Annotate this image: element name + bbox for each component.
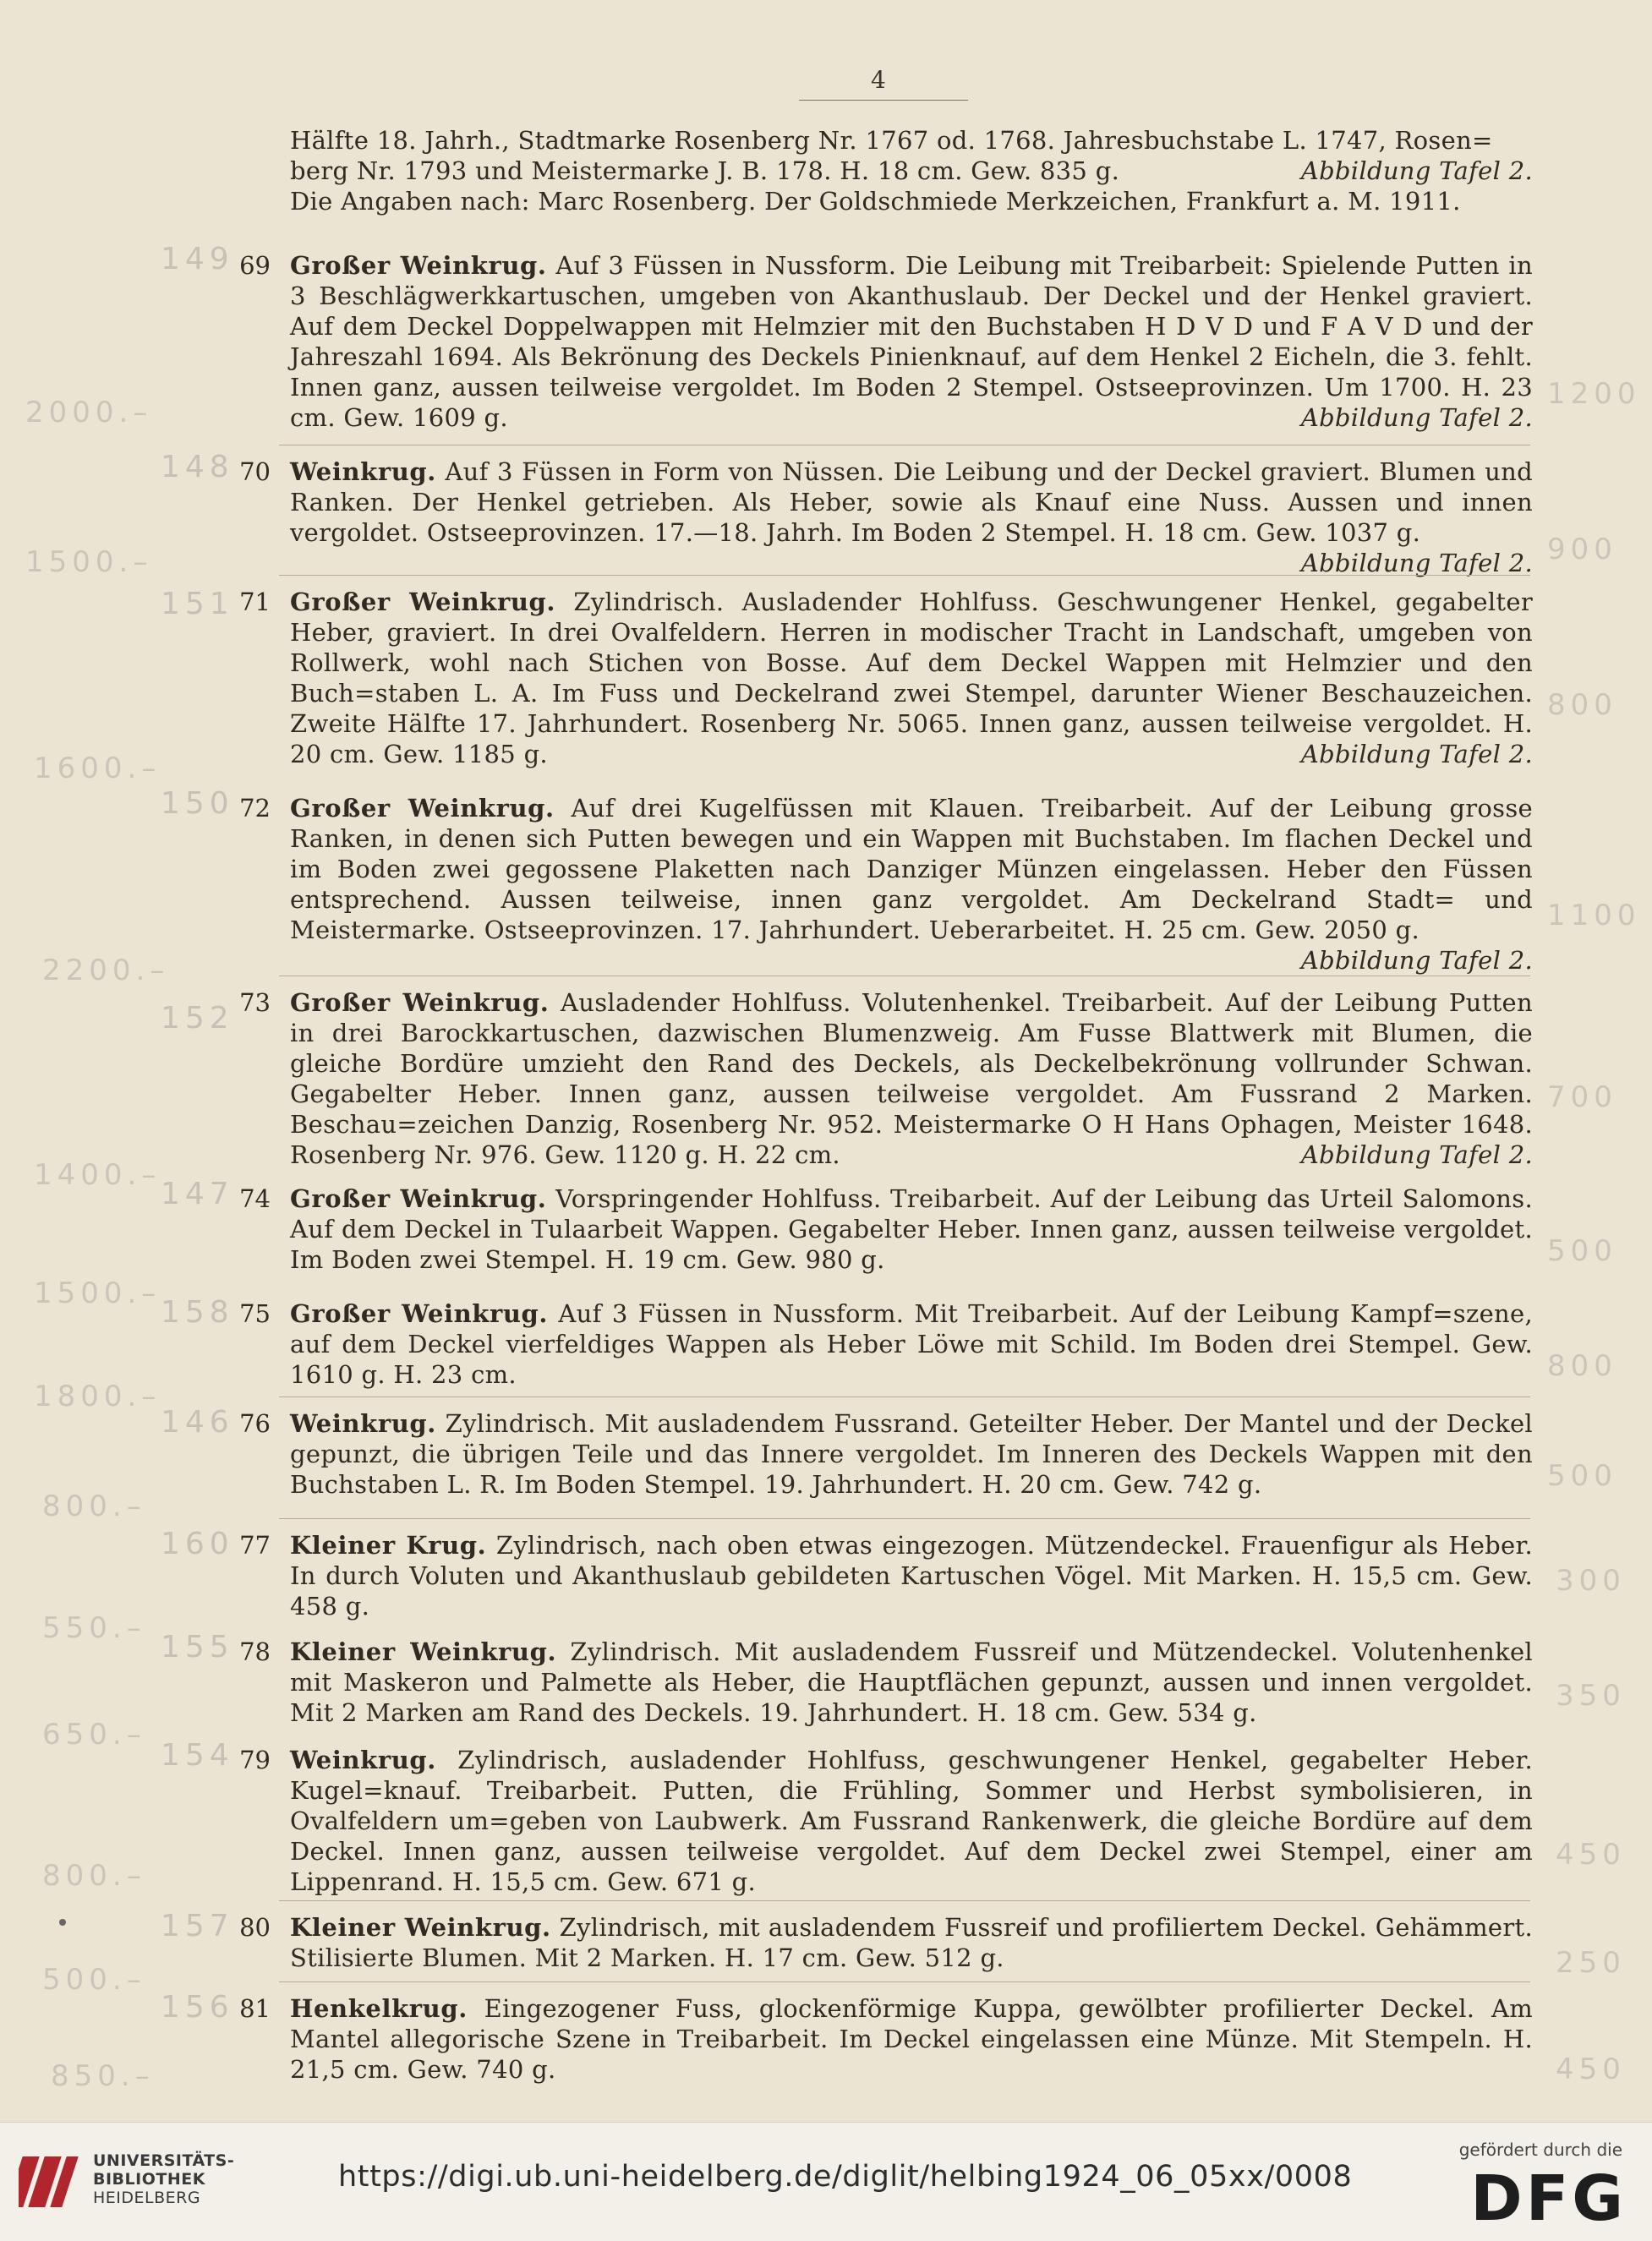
entry-text — [290, 587, 1533, 769]
handwritten-right-note: 1100 — [1547, 899, 1641, 932]
intro-line-3: Die Angaben nach: Marc Rosenberg. Der Goldschmiede Merkzeichen, Frankfurt a. M. 1911. — [290, 187, 1461, 216]
page-number: 4 — [871, 66, 886, 94]
intro-abbildung: Abbildung Tafel 2. — [1300, 156, 1533, 185]
handwritten-lot-note: 147 — [161, 1177, 234, 1211]
handwritten-lot-note: 158 — [161, 1295, 234, 1330]
uni-line-2: BIBLIOTHEK — [93, 2170, 205, 2189]
entry-description: Zylindrisch. Mit ausladendem Fussreif und Mützendeckel. Volutenhenkel mit Maskeron und Palmette als Heber, die Hauptflächen gepunzt, aussen und innen vergoldet. Mit 2 Marken am Rand des Deckels. 19. Jahrhundert. H. 18 cm. Gew. 534 g. — [290, 1637, 1533, 1727]
handwritten-price: 2200.– — [42, 954, 170, 987]
handwritten-right-note: 1200 — [1547, 377, 1641, 411]
handwritten-right-note: 700 — [1547, 1080, 1617, 1114]
entry-title: Großer Weinkrug. — [290, 588, 556, 616]
university-library-logo-icon — [19, 2148, 86, 2216]
margin-dot — [59, 1919, 66, 1926]
entry-title: Großer Weinkrug. — [290, 251, 547, 280]
handwritten-price: 500.– — [42, 1963, 146, 1997]
entry-title: Großer Weinkrug. — [290, 1184, 547, 1213]
handwritten-lot-note: 152 — [161, 1001, 234, 1036]
entry-title: Großer Weinkrug. — [290, 1299, 549, 1328]
handwritten-price: 1600.– — [34, 752, 161, 785]
entry-text — [290, 1298, 1533, 1390]
university-library-name — [93, 2151, 234, 2207]
handwritten-price: 850.– — [51, 2059, 155, 2093]
handwritten-price: 1500.– — [25, 545, 153, 579]
lot-number: 70 — [239, 457, 271, 486]
lot-number: 73 — [239, 988, 271, 1017]
entry-description: Zylindrisch, ausladender Hohlfuss, geschwungener Henkel, gegabelter Heber. Kugel=knauf. Treibarbeit. Putten, die Frühling, Sommer und Herbst symbolisieren, in Ovalfeldern um=geben von Laubwerk. Am Fussrand Rankenwerk, die gleiche Bordüre auf dem Deckel. Innen ganz, aussen teilweise vergoldet. Auf dem Deckel zwei Stempel, einer am Lippenrand. H. 15,5 cm. Gew. 671 g. — [290, 1746, 1533, 1896]
lot-number: 77 — [239, 1531, 271, 1560]
entry-description: Eingezogener Fuss, glockenförmige Kuppa, gewölbter profilierter Deckel. Am Mantel allegorische Szene in Treibarbeit. Im Deckel eingelassen eine Münze. Mit Stempeln. H. 21,5 cm. Gew. 740 g. — [290, 1994, 1533, 2084]
entry-title: Großer Weinkrug. — [290, 794, 555, 823]
entry-title: Kleiner Weinkrug. — [290, 1637, 557, 1666]
handwritten-price: 650.– — [42, 1718, 146, 1752]
entry-separator — [279, 575, 1530, 576]
handwritten-right-note: 800 — [1547, 688, 1617, 722]
entry-abbildung: Abbildung Tafel 2. — [1300, 403, 1533, 432]
entry-text — [290, 1745, 1533, 1897]
handwritten-lot-note: 150 — [161, 786, 234, 821]
handwritten-right-note: 450 — [1556, 1838, 1626, 1872]
entry-abbildung: Abbildung Tafel 2. — [1300, 1140, 1533, 1169]
uni-line-1: UNIVERSITÄTS- — [93, 2151, 235, 2170]
entry-text — [290, 1183, 1533, 1275]
entry-abbildung: Abbildung Tafel 2. — [1300, 946, 1533, 975]
handwritten-lot-note: 149 — [161, 242, 234, 276]
entry-text — [290, 456, 1533, 578]
entry-description: Zylindrisch, mit ausladendem Fussreif und profiliertem Deckel. Gehämmert. Stilisierte Blumen. Mit 2 Marken. H. 17 cm. Gew. 512 g. — [290, 1913, 1533, 1972]
handwritten-price: 800.– — [42, 1489, 146, 1523]
lot-number: 78 — [239, 1637, 271, 1666]
handwritten-price: 2000.– — [25, 396, 153, 429]
handwritten-price: 800.– — [42, 1859, 146, 1893]
handwritten-right-note: 800 — [1547, 1349, 1617, 1383]
intro-paragraph — [290, 125, 1533, 216]
entry-abbildung: Abbildung Tafel 2. — [1300, 549, 1533, 577]
lot-number: 81 — [239, 1994, 271, 2023]
handwritten-lot-note: 155 — [161, 1630, 234, 1664]
handwritten-right-note: 500 — [1547, 1234, 1617, 1268]
lot-number: 74 — [239, 1184, 271, 1213]
footer-bar — [0, 2122, 1652, 2241]
entry-title: Kleiner Krug. — [290, 1531, 487, 1560]
intro-line-1: Hälfte 18. Jahrh., Stadtmarke Rosenberg Nr. 1767 od. 1768. Jahresbuchstabe L. 1747, Rosen= — [290, 126, 1493, 155]
entry-description: Auf drei Kugelfüssen mit Klauen. Treibarbeit. Auf der Leibung grosse Ranken, in denen sich Putten bewegen und ein Wappen mit Buchstaben. Im flachen Deckel und im Boden zwei gegossene Plaketten nach Danziger Münzen eingelassen. Heber den Füssen entsprechend. Aussen teilweise, innen ganz vergoldet. Am Deckelrand Stadt= und Meistermarke. Ostseeprovinzen. 17. Jahrhundert. Ueberarbeitet. H. 25 cm. Gew. 2050 g. — [290, 794, 1534, 944]
entry-description: Zylindrisch. Mit ausladendem Fussrand. Geteilter Heber. Der Mantel und der Deckel gepunzt, die übrigen Teile und das Innere vergoldet. Im Inneren des Deckels Wappen mit den Buchstaben L. R. Im Boden Stempel. 19. Jahrhundert. H. 20 cm. Gew. 742 g. — [290, 1409, 1533, 1499]
entry-description: Vorspringender Hohlfuss. Treibarbeit. Auf der Leibung das Urteil Salomons. Auf dem Deckel in Tulaarbeit Wappen. Gegabelter Heber. Innen ganz, aussen teilweise vergoldet. Im Boden zwei Stempel. H. 19 cm. Gew. 980 g. — [290, 1184, 1533, 1274]
handwritten-right-note: 900 — [1547, 533, 1617, 566]
entry-abbildung: Abbildung Tafel 2. — [1300, 740, 1533, 768]
handwritten-right-note: 250 — [1556, 1946, 1626, 1980]
handwritten-lot-note: 148 — [161, 450, 234, 484]
entry-text — [290, 250, 1533, 433]
entry-description: Auf 3 Füssen in Nussform. Mit Treibarbeit. Auf der Leibung Kampf=szene, auf dem Deckel vierfeldiges Wappen als Heber Löwe mit Schild. Im Boden drei Stempel. Gew. 1610 g. H. 23 cm. — [290, 1299, 1533, 1389]
lot-number: 80 — [239, 1913, 271, 1942]
entry-description: Auf 3 Füssen in Nussform. Die Leibung mit Treibarbeit: Spielende Putten in 3 Beschlägwerkkartuschen, umgeben von Akanthuslaub. Der Deckel und der Henkel graviert. Auf dem Deckel Doppelwappen mit Helmzier mit den Buchstaben H D V D und F A V D und der Jahreszahl 1694. Als Bekrönung des Deckels Pinienknauf, auf dem Henkel 2 Eicheln, die 3. fehlt. Innen ganz, aussen teilweise vergoldet. Im Boden 2 Stempel. Ostseeprovinzen. Um 1700. H. 23 cm. Gew. 1609 g. — [290, 251, 1533, 432]
page-number-rule — [799, 100, 968, 101]
permalink-url[interactable]: https://digi.ub.uni-heidelberg.de/diglit/helbing1924_06_05xx/0008 — [338, 2160, 1353, 2194]
uni-line-3: HEIDELBERG — [93, 2189, 201, 2207]
entry-title: Weinkrug. — [290, 1409, 436, 1438]
entry-text — [290, 1530, 1533, 1621]
entry-separator — [279, 1981, 1530, 1982]
entry-description: Zylindrisch. Ausladender Hohlfuss. Geschwungener Henkel, gegabelter Heber, graviert. In drei Ovalfeldern. Herren in modischer Tracht in Landschaft, umgeben von Rollwerk, wohl nach Stichen von Bosse. Auf dem Deckel Wappen mit Helmzier und den Buch=staben L. A. Im Fuss und Deckelrand zwei Stempel, darunter Wiener Beschauzeichen. Zweite Hälfte 17. Jahrhundert. Rosenberg Nr. 5065. Innen ganz, aussen teilweise vergoldet. H. 20 cm. Gew. 1185 g. — [290, 588, 1533, 768]
handwritten-right-note: 300 — [1556, 1564, 1626, 1598]
entry-text — [290, 987, 1533, 1170]
handwritten-right-note: 450 — [1556, 2052, 1626, 2086]
funding-caption: gefördert durch die — [1458, 2140, 1622, 2160]
handwritten-lot-note: 157 — [161, 1909, 234, 1943]
handwritten-lot-note: 160 — [161, 1527, 234, 1561]
entry-title: Großer Weinkrug. — [290, 988, 550, 1017]
lot-number: 72 — [239, 794, 271, 823]
entry-description: Ausladender Hohlfuss. Volutenhenkel. Treibarbeit. Auf der Leibung Putten in drei Barockkartuschen, dazwischen Blumenzweig. Am Fusse Blattwerk mit Blumen, die gleiche Bordüre umzieht den Rand des Deckels, als Deckelbekrönung vollrunder Schwan. Gegabelter Heber. Innen ganz, aussen teilweise vergoldet. Am Fussrand 2 Marken. Beschau=zeichen Danzig, Rosenberg Nr. 952. Meistermarke O H Hans Ophagen, Meister 1648. Rosenberg Nr. 976. Gew. 1120 g. H. 22 cm. — [290, 988, 1533, 1169]
entry-text — [290, 1637, 1533, 1728]
entry-separator — [279, 1900, 1530, 1901]
handwritten-price: 1500.– — [34, 1276, 161, 1310]
entry-separator — [279, 1518, 1530, 1519]
handwritten-lot-note: 154 — [161, 1738, 234, 1773]
entry-text — [290, 1912, 1533, 1973]
handwritten-right-note: 500 — [1547, 1459, 1617, 1493]
handwritten-right-note: 350 — [1556, 1679, 1626, 1713]
handwritten-price: 1400.– — [34, 1158, 161, 1192]
entry-text — [290, 1408, 1533, 1500]
lot-number: 75 — [239, 1299, 271, 1328]
lot-number: 69 — [239, 251, 271, 280]
entry-description: Zylindrisch, nach oben etwas eingezogen. Mützendeckel. Frauenfigur als Heber. In durch Voluten und Akanthuslaub gebildeten Kartuschen Vögel. Mit Marken. H. 15,5 cm. Gew. 458 g. — [290, 1531, 1533, 1621]
entry-text — [290, 1993, 1533, 2085]
lot-number: 79 — [239, 1746, 271, 1774]
entry-title: Weinkrug. — [290, 1746, 436, 1774]
handwritten-price: 1800.– — [34, 1380, 161, 1413]
lot-number: 76 — [239, 1409, 271, 1438]
entry-text — [290, 793, 1533, 976]
dfg-logo: DFG — [1470, 2162, 1627, 2235]
entry-title: Kleiner Weinkrug. — [290, 1913, 551, 1942]
entry-title: Weinkrug. — [290, 457, 436, 486]
handwritten-lot-note: 151 — [161, 587, 234, 621]
handwritten-lot-note: 146 — [161, 1405, 234, 1440]
intro-line-2: berg Nr. 1793 und Meistermarke J. B. 178. H. 18 cm. Gew. 835 g. Abbildung Tafel 2. — [290, 156, 1533, 185]
entry-title: Henkelkrug. — [290, 1994, 468, 2023]
handwritten-lot-note: 156 — [161, 1990, 234, 2025]
handwritten-price: 550.– — [42, 1611, 146, 1645]
lot-number: 71 — [239, 588, 271, 616]
entry-description: Auf 3 Füssen in Form von Nüssen. Die Leibung und der Deckel graviert. Blumen und Ranken. Der Henkel getrieben. Als Heber, sowie als Knauf eine Nuss. Aussen und innen vergoldet. Ostseeprovinzen. 17.—18. Jahrh. Im Boden 2 Stempel. H. 18 cm. Gew. 1037 g. — [290, 457, 1533, 547]
